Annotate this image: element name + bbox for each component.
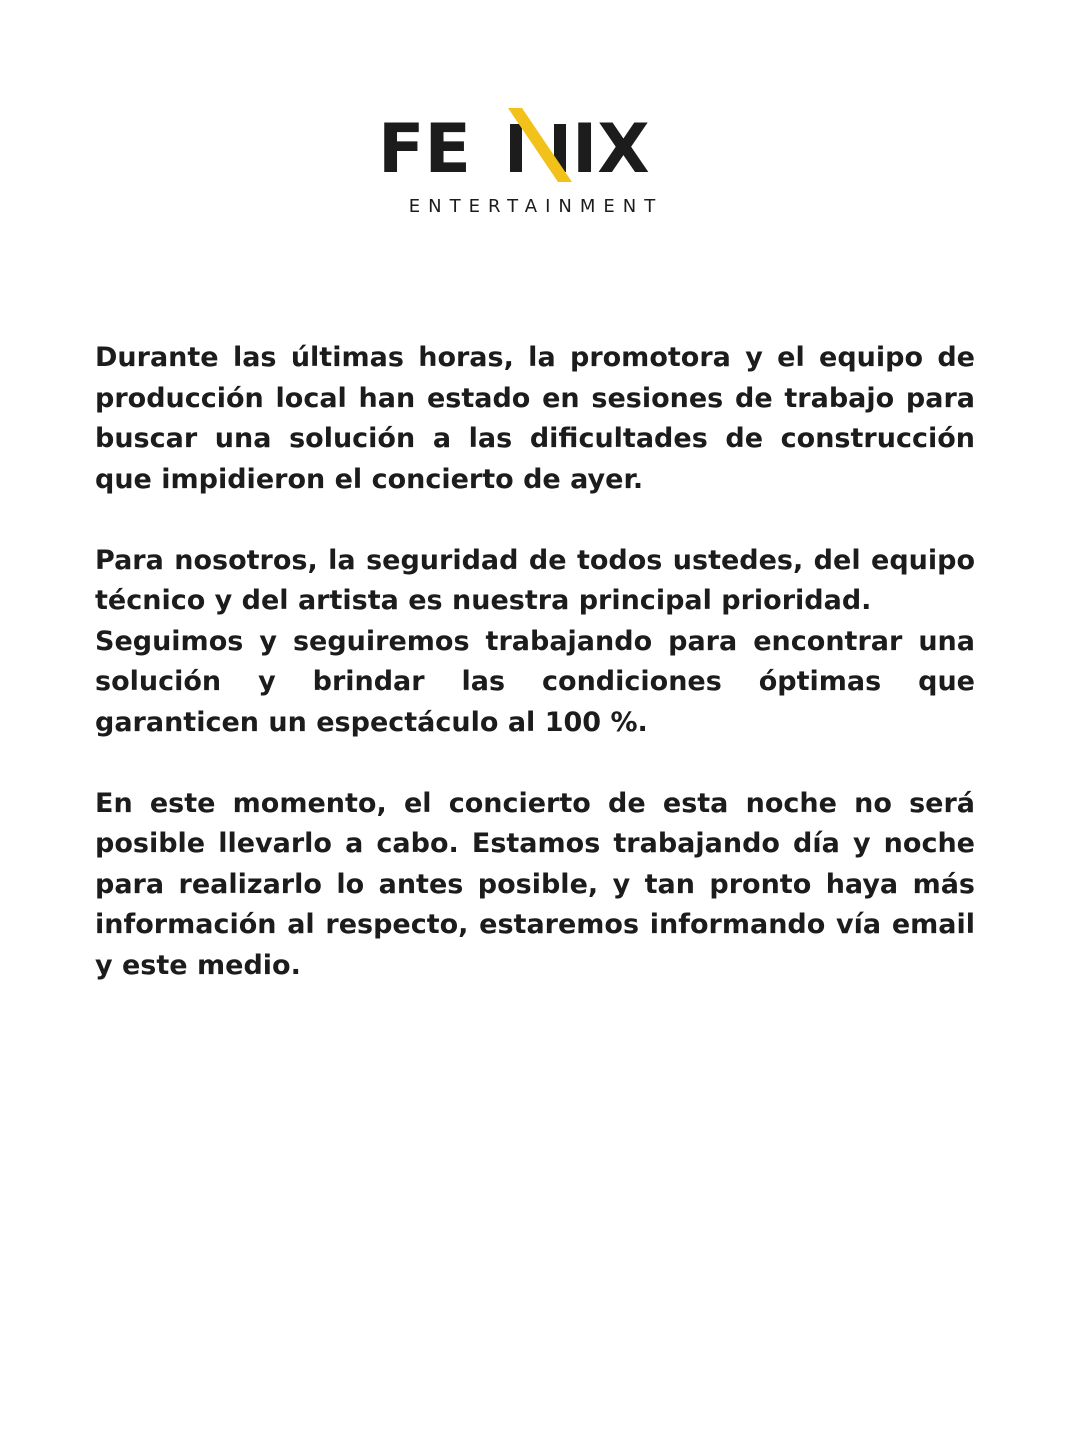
statement-body xyxy=(95,338,975,986)
fenix-entertainment-logo xyxy=(0,96,1072,226)
statement-paragraph-1: Durante las últimas horas, la promotora y el equipo de producción local han estado en sesiones de trabajo para buscar una solución a las dificultades de construcción que impidieron el concierto de ayer. xyxy=(95,342,975,495)
logo-wordmark-fe: FE xyxy=(378,110,471,189)
logo-wordmark-ix: IX xyxy=(572,110,650,189)
logo-mark xyxy=(366,96,706,226)
svg-text:N: N xyxy=(366,96,367,97)
statement-paragraph-4: En este momento, el concierto de esta noche no será posible llevarlo a cabo. Estamos trabajando día y noche para realizarlo lo antes posible, y tan pronto haya más información al respecto, estaremos informando vía email y este medio. xyxy=(95,787,975,981)
logo-subtitle: ENTERTAINMENT xyxy=(408,196,664,217)
statement-paragraph-2: Para nosotros, la seguridad de todos ustedes, del equipo técnico y del artista es nuestra principal prioridad. xyxy=(95,544,975,616)
statement-paragraph-3: Seguimos y seguiremos trabajando para encontrar una solución y brindar las condiciones óptimas que garanticen un espectáculo al 100 %. xyxy=(95,625,975,738)
